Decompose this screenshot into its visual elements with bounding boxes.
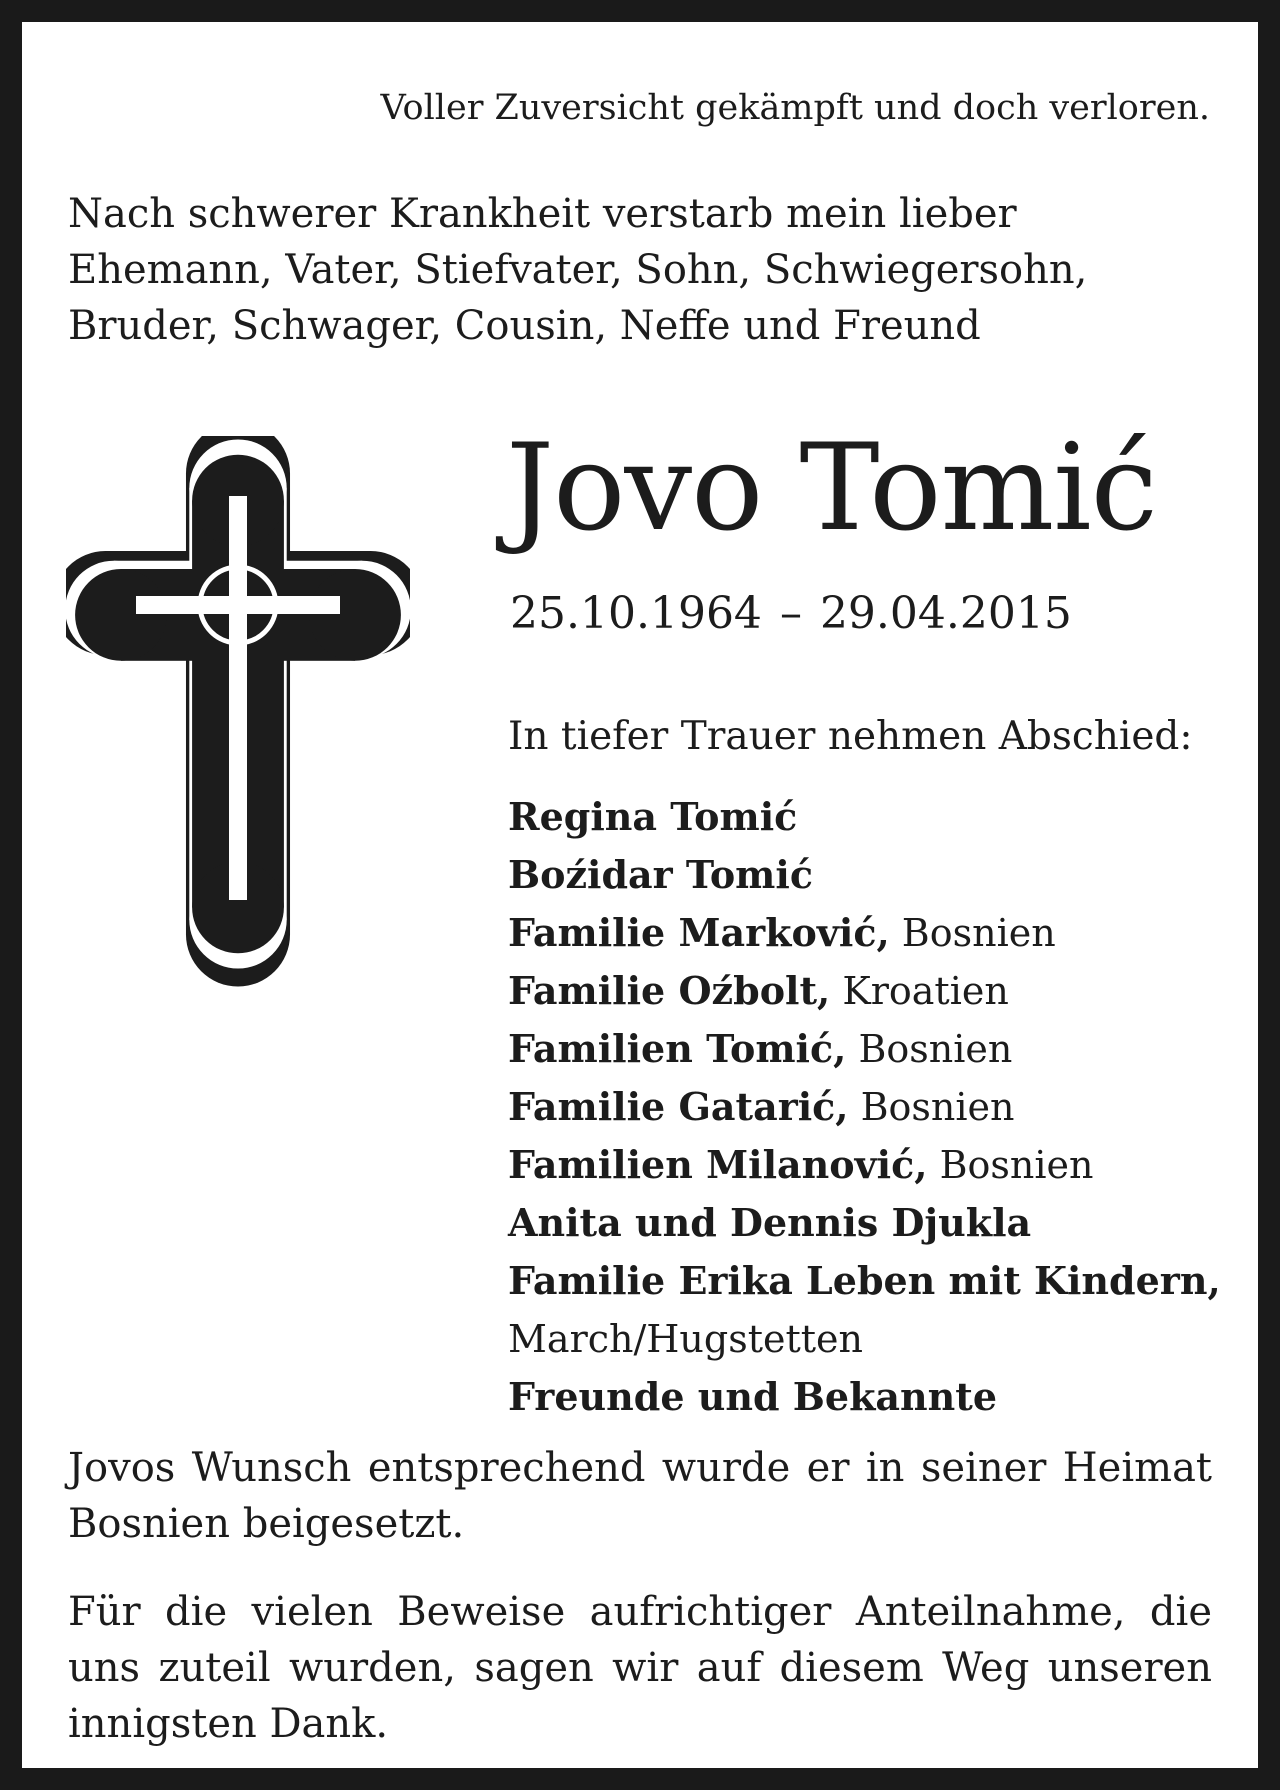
life-dates bbox=[510, 588, 1072, 639]
mourner-name: Familien Tomić, bbox=[508, 1026, 847, 1071]
deceased-name: Jovo Tomić bbox=[506, 419, 1157, 558]
mourner-location: March/Hugstetten bbox=[508, 1317, 863, 1361]
mourner-name: Boźidar Tomić bbox=[508, 852, 813, 897]
list-item bbox=[508, 1020, 1221, 1078]
mourner-name: Anita und Dennis Djukla bbox=[508, 1200, 1032, 1245]
mourner-name: Freunde und Bekannte bbox=[508, 1374, 998, 1419]
mourner-name: Familie Gatarić, bbox=[508, 1084, 849, 1129]
mourner-location: Bosnien bbox=[889, 911, 1056, 955]
list-item bbox=[508, 788, 1221, 846]
mourner-location: Bosnien bbox=[848, 1085, 1015, 1129]
mourner-name: Regina Tomić bbox=[508, 794, 798, 839]
thanks-note: Für die vielen Beweise aufrichtiger Anteilnahme, die uns zuteil wurden, sagen wir auf diesem Weg unseren innigsten Dank. bbox=[68, 1589, 1212, 1747]
list-item bbox=[508, 1136, 1221, 1194]
mourner-name: Familie Marković, bbox=[508, 910, 890, 955]
list-item bbox=[508, 1078, 1221, 1136]
birth-date: 25.10.1964 bbox=[510, 588, 762, 639]
mourner-location: Kroatien bbox=[830, 969, 1009, 1013]
mourners-list bbox=[508, 788, 1221, 1426]
mourner-location: Bosnien bbox=[927, 1143, 1094, 1187]
obituary-notice bbox=[22, 22, 1258, 1768]
list-item bbox=[508, 1310, 1221, 1368]
list-item bbox=[508, 962, 1221, 1020]
mourner-name: Familien Milanović, bbox=[508, 1142, 928, 1187]
list-item bbox=[508, 846, 1221, 904]
mourner-name: Familie Oźbolt, bbox=[508, 968, 831, 1013]
death-date: 29.04.2015 bbox=[819, 588, 1072, 639]
date-separator: – bbox=[779, 588, 802, 639]
mourners-intro: In tiefer Trauer nehmen Abschied: bbox=[508, 714, 1193, 759]
cross-icon bbox=[66, 436, 410, 992]
burial-note: Jovos Wunsch entsprechend wurde er in seiner Heimat Bosnien beigesetzt. bbox=[68, 1445, 1212, 1547]
list-item bbox=[508, 1194, 1221, 1252]
mourner-name: Familie Erika Leben mit Kindern, bbox=[508, 1258, 1221, 1303]
intro-text: Nach schwerer Krankheit verstarb mein lieber Ehemann, Vater, Stiefvater, Sohn, Schwiegersohn, Bruder, Schwager, Cousin, Neffe und Freund bbox=[68, 191, 1088, 349]
list-item bbox=[508, 1368, 1221, 1426]
list-item bbox=[508, 904, 1221, 962]
list-item bbox=[508, 1252, 1221, 1310]
motto: Voller Zuversicht gekämpft und doch verloren. bbox=[380, 88, 1210, 128]
mourner-location: Bosnien bbox=[846, 1027, 1013, 1071]
